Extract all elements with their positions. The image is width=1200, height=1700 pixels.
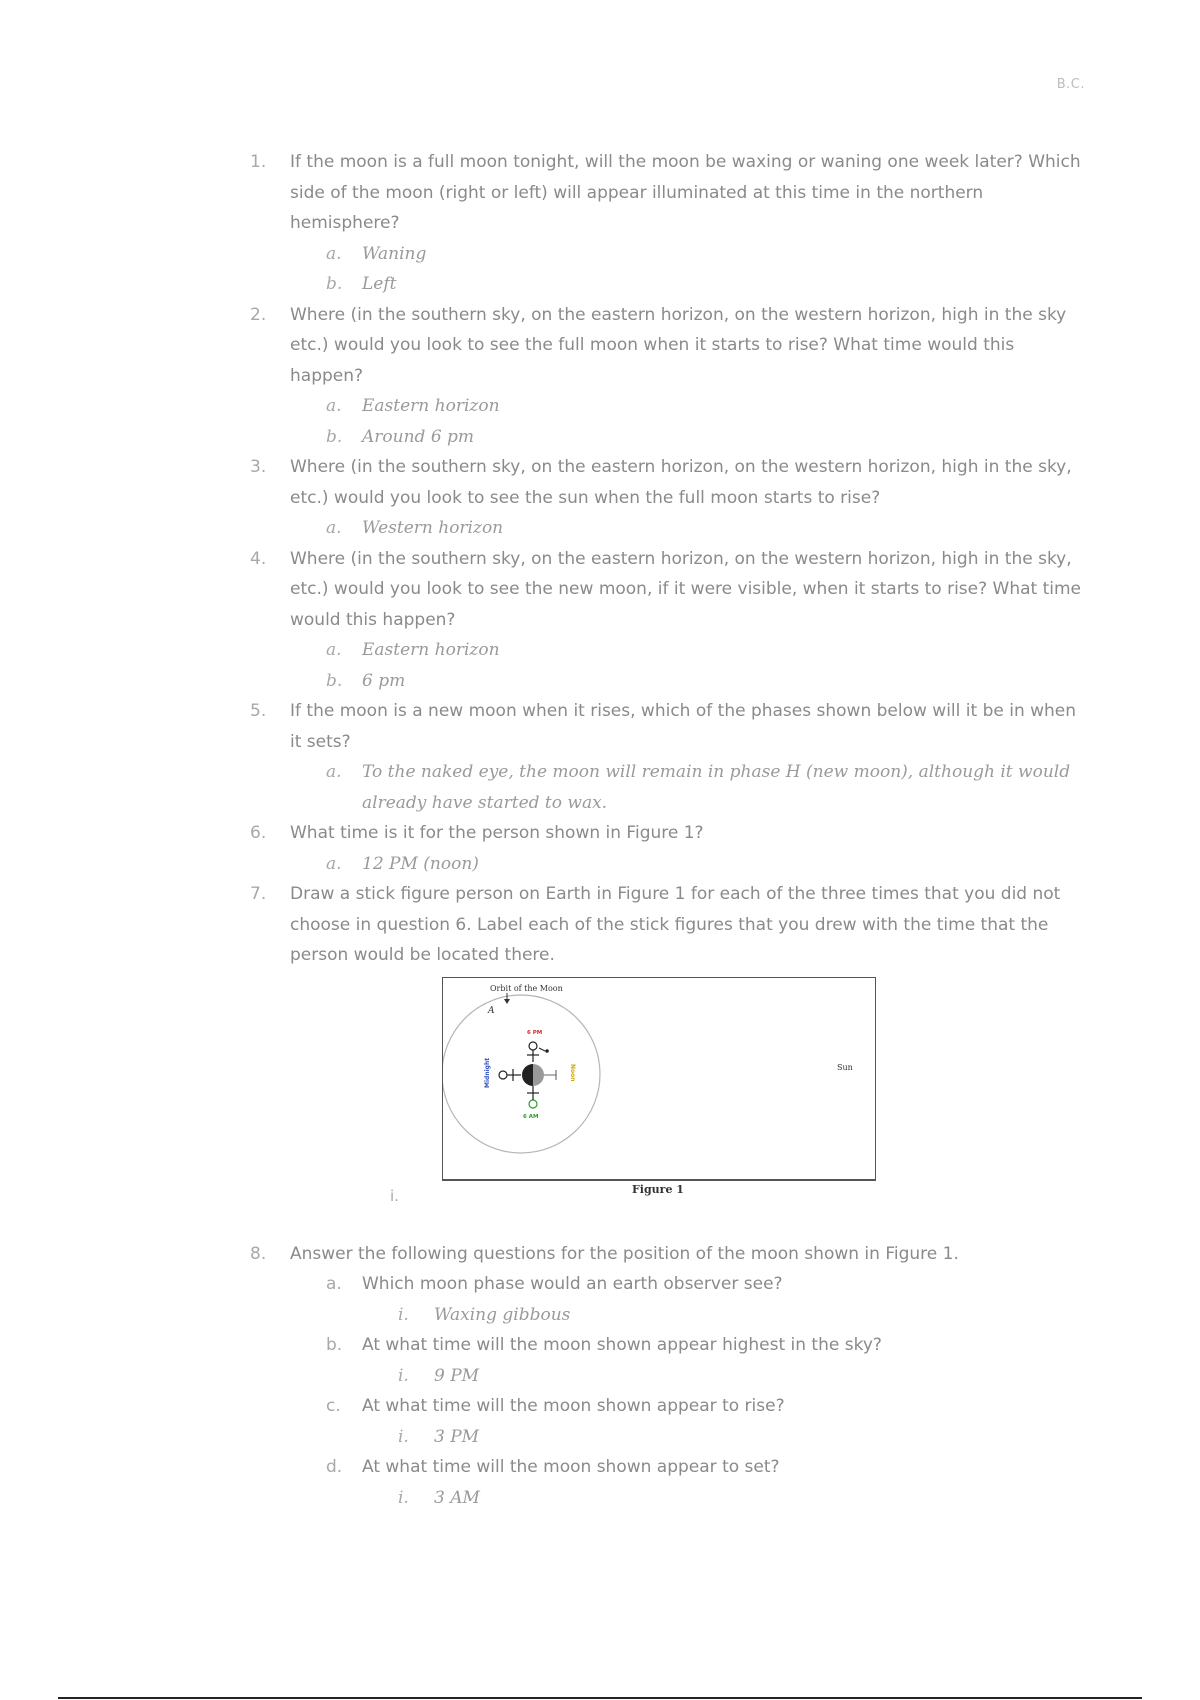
sub-answer-label: i. xyxy=(398,1426,409,1447)
author-initials: B.C. xyxy=(1056,77,1085,92)
sub-question-text: At what time will the moon shown appear to rise? xyxy=(362,1396,785,1416)
sub-answer xyxy=(250,1300,1090,1331)
orbit-pointer-arrowhead xyxy=(504,999,510,1004)
question-number: 5. xyxy=(250,701,267,721)
answer-label: a. xyxy=(326,762,342,782)
stick-figure-pointer xyxy=(539,1048,545,1051)
sub-question-label: c. xyxy=(326,1396,341,1416)
question-7 xyxy=(250,879,1090,971)
question-text: Answer the following questions for the position of the moon shown in Figure 1. xyxy=(290,1243,959,1264)
question-3 xyxy=(250,452,1090,513)
sub-answer-text: 3 PM xyxy=(434,1426,480,1447)
sub-question xyxy=(250,1330,1090,1361)
stick-figure-left-head xyxy=(499,1071,507,1079)
stick-figure-bottom-head xyxy=(529,1100,537,1108)
figure-1 xyxy=(250,971,1090,1239)
sub-answer-text: Waxing gibbous xyxy=(434,1304,571,1325)
question-4 xyxy=(250,544,1090,636)
answer-text: Eastern horizon xyxy=(362,396,500,416)
answer-item xyxy=(250,757,1090,818)
sub-question xyxy=(250,1452,1090,1483)
answer-text: Waning xyxy=(362,243,427,264)
question-text: Where (in the southern sky, on the eastern horizon, on the western horizon, high in the sky, etc.) would you look to see the new moon, if it were visible, when it starts to rise? What time would this happen? xyxy=(290,548,1082,630)
question-text: If the moon is a full moon tonight, will the moon be waxing or waning one week later? Which side of the moon (right or left) will appear illuminated at this time in the northern hemisphere? xyxy=(290,152,1081,233)
earth-label-bottom: 6 AM xyxy=(523,1113,539,1120)
figure-frame xyxy=(442,977,876,1181)
sub-answer-text: 9 PM xyxy=(434,1365,480,1386)
figure-list-marker: i. xyxy=(390,1186,399,1205)
answer-item xyxy=(250,422,1090,453)
answer-text: Eastern horizon xyxy=(362,640,500,660)
sub-question xyxy=(250,1269,1090,1300)
sun-label: Sun xyxy=(837,1062,853,1072)
orbit-label: Orbit of the Moon xyxy=(490,983,563,993)
answer-item xyxy=(250,391,1090,422)
stick-figure-head xyxy=(529,1042,537,1050)
earth-label-right: Noon xyxy=(569,1063,576,1082)
sub-question-label: d. xyxy=(326,1457,343,1477)
sub-answer xyxy=(250,1483,1090,1514)
question-text: Where (in the southern sky, on the eastern horizon, on the western horizon, high in the sky, etc.) would you look to see the sun when the full moon starts to rise? xyxy=(290,457,1072,508)
sub-answer-text: 3 AM xyxy=(434,1487,480,1508)
question-number: 6. xyxy=(250,823,267,843)
figure-caption: Figure 1 xyxy=(632,1182,684,1196)
earth-night-side xyxy=(522,1064,533,1086)
answer-item xyxy=(250,513,1090,544)
question-number: 8. xyxy=(250,1243,267,1264)
question-8 xyxy=(250,1239,1090,1270)
earth-label-left: Midnight xyxy=(484,1057,491,1088)
moon-position-letter: A xyxy=(488,1005,495,1016)
question-text: Where (in the southern sky, on the eastern horizon, on the western horizon, high in the sky etc.) would you look to see the full moon when it starts to rise? What time would this happen? xyxy=(290,304,1067,386)
answer-item xyxy=(250,849,1090,880)
sub-answer xyxy=(250,1422,1090,1453)
sub-question-text: At what time will the moon shown appear highest in the sky? xyxy=(362,1335,882,1355)
sub-answer xyxy=(250,1361,1090,1392)
question-number: 4. xyxy=(250,548,267,569)
sub-answer-label: i. xyxy=(398,1304,409,1325)
question-text: If the moon is a new moon when it rises, which of the phases shown below will it be in when it sets? xyxy=(290,701,1077,752)
answer-item xyxy=(250,269,1090,300)
answer-label: b. xyxy=(326,274,343,294)
question-text: Draw a stick figure person on Earth in Figure 1 for each of the three times that you did not choose in question 6. Label each of the stick figures that you drew with the time that the person would be located there. xyxy=(290,884,1061,965)
answer-item xyxy=(250,666,1090,697)
answer-text: Left xyxy=(362,274,397,294)
answer-label: a. xyxy=(326,518,342,538)
stick-figure-dot xyxy=(545,1049,549,1053)
answer-label: a. xyxy=(326,853,342,874)
answer-label: a. xyxy=(326,243,342,264)
sub-question-text: Which moon phase would an earth observer see? xyxy=(362,1274,783,1294)
question-number: 1. xyxy=(250,152,267,172)
earth-label-top: 6 PM xyxy=(527,1029,543,1036)
answer-text: To the naked eye, the moon will remain in phase H (new moon), although it would already have started to wax. xyxy=(362,762,1071,813)
answer-text: 6 pm xyxy=(362,670,406,691)
answer-item xyxy=(250,239,1090,270)
answer-label: a. xyxy=(326,640,342,660)
sub-answer-label: i. xyxy=(398,1365,409,1386)
sub-question-label: b. xyxy=(326,1335,343,1355)
sub-question-label: a. xyxy=(326,1274,342,1294)
sub-answer-label: i. xyxy=(398,1487,409,1508)
question-text: What time is it for the person shown in Figure 1? xyxy=(290,823,704,843)
question-number: 2. xyxy=(250,304,267,325)
answer-text: Around 6 pm xyxy=(362,426,475,447)
question-list xyxy=(250,147,1090,1513)
sub-question xyxy=(250,1391,1090,1422)
answer-label: a. xyxy=(326,396,342,416)
question-6 xyxy=(250,818,1090,849)
footer-rule xyxy=(58,1697,1142,1699)
question-1 xyxy=(250,147,1090,239)
answer-text: 12 PM (noon) xyxy=(362,853,479,874)
sub-question-text: At what time will the moon shown appear to set? xyxy=(362,1457,780,1477)
answer-label: b. xyxy=(326,426,343,447)
answer-text: Western horizon xyxy=(362,518,504,538)
question-5 xyxy=(250,696,1090,757)
question-2 xyxy=(250,300,1090,392)
answer-item xyxy=(250,635,1090,666)
moon-orbit-diagram xyxy=(443,978,874,1178)
question-number: 7. xyxy=(250,884,267,904)
question-number: 3. xyxy=(250,457,267,477)
answer-label: b. xyxy=(326,670,343,691)
